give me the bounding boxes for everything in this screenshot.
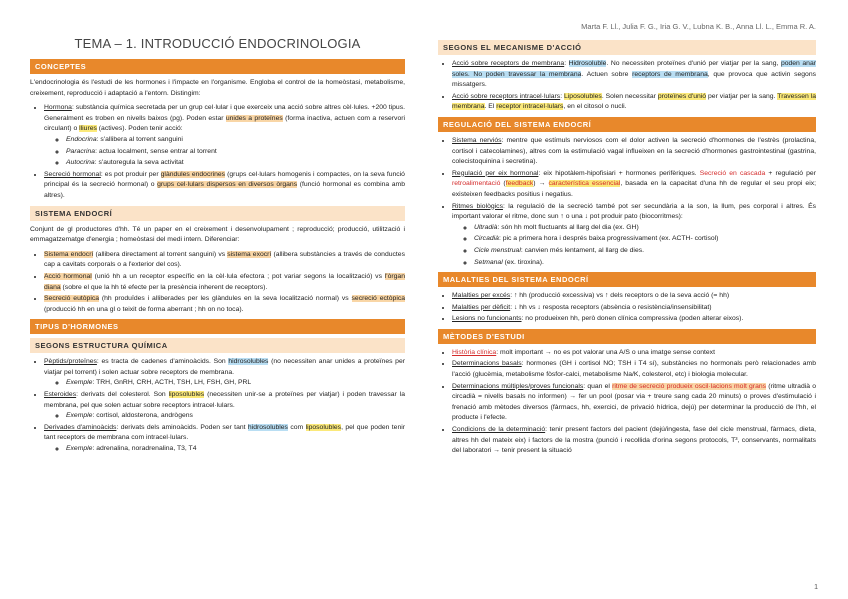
list-item-setmanal: ◦ Setmanal (ex. tiroxina). — [474, 258, 816, 269]
section-header-sistema: SISTEMA ENDOCRÍ — [30, 206, 405, 221]
metodes-list — [438, 348, 816, 457]
list-item-historia: • Història clínica: molt important → no es pot valorar una A/S o una imatge sense context — [452, 348, 816, 359]
authors: Marta F. Ll., Julia F. G., Iria G. V., Lubna K. B., Anna Ll. L., Emma R. A. — [581, 22, 816, 31]
list-item-hormona: • Hormona: substància química secretada per un grup cel·lular i que exerceix una acció sobre altres cèl·lules. +200 tipus. Generalment es troben en nivells baixos (pg). Poden estar unides a proteïnes (forma inactiva, actuen com a reservori circulant) o lliures (actives). Poden tenir acció: ◦ Endocrina: s'allibera al torrent sanguini ◦ Paracrina: actua localment, sense entrar al torrent ◦ Autocrina: s'autoregula la seva activitat — [44, 103, 405, 169]
estructura-list — [30, 357, 405, 454]
list-item-multiples: • Determinacions múltiples/proves funcionals: quan el ritme de secreció produeix oscil·lacions molt grans (ritme ultradià o circadià = nivells basals no informen) → fer un pool (posar via + treure sang cada 20 minuts) o proves d'estimulació i frenació amb mètodes diversos (fàrmacs, hh, exercici, de privació hídrica, dejú) per determinar la producció de l'hh, el producte i l'efecte. — [452, 382, 816, 424]
page-title: TEMA – 1. INTRODUCCIÓ ENDOCRINOLOGIA — [74, 36, 361, 51]
section-header-mecanisme: SEGONS EL MECANISME D'ACCIÓ — [438, 40, 816, 55]
list-item-condicions: • Condicions de la determinació: tenir present factors del pacient (dejú/ingesta, fase del cicle menstrual, fàrmacs, dieta, altres hh del mateix eix) i factors de la mostra (punció i recollida d'orina segons protocols, T³, conservants, normalitats del laboratori → tenir present la situació — [452, 425, 816, 457]
example-derivades: ◦ Exemple: adrenalina, noradrenalina, T3, T4 — [66, 444, 405, 455]
list-item-peptids: • Pèptids/proteïnes: es tracta de cadenes d'aminoàcids. Son hidrosolubles (no necessiten anar unides a proteïnes per viatjar pel torrent) i solen actuar sobre receptors de membrana. ◦ Exemple: TRH, GnRH, CRH, ACTH, TSH, LH, FSH, GH, PRL — [44, 357, 405, 389]
example-esteroides: ◦ Exemple: cortisol, aldosterona, andrògens — [66, 411, 405, 422]
section-header-metodes: MÈTODES D'ESTUDI — [438, 329, 816, 344]
page-number: 1 — [814, 584, 818, 591]
regulacio-list — [438, 136, 816, 268]
list-item-accio-hormonal: • Acció hormonal (unió hh a un receptor específic en la cèl·lula efectora ; pot variar segons la localització) vs l'òrgan diana (sobre el que la hh té efecte per la presència inherent de receptors). — [44, 272, 405, 293]
list-item-secrecio: • Secreció hormonal: es pot produir per glàndules endocrines (grups cel·lulars homogenis i compactes, on la seva funció principal és la secreció hormonal) o grups cel·lulars dispersos en diversos òrgans (funció hormonal es combina amb altres). — [44, 170, 405, 202]
right-column — [438, 36, 816, 461]
list-item-lesions: • Lesions no funcionants: no produeixen hh, però donen clínica compressiva (poden alterar eixos). — [452, 314, 816, 325]
list-item-sistema-endocri: • Sistema endocrí (allibera directament al torrent sanguini) vs sistema exocrí (allibera substàncies a través de conductes cap a cavitats corporals o a l'exterior del cos). — [44, 250, 405, 271]
malalties-list — [438, 291, 816, 325]
list-item-receptors-membrana: • Acció sobre receptors de membrana: Hidrosoluble. No necessiten proteïnes d'unió per viatjar per la sang, poden anar soles. No poden travessar la membrana. Actuen sobre receptors de membrana, que provoca que activin segons missatgers. — [452, 59, 816, 91]
left-column — [30, 36, 405, 459]
list-item-cicle-menstrual: ◦ Cicle menstrual: canvien més lentament, al llarg de dies. — [474, 246, 816, 257]
list-item-esteroides: • Esteroides: derivats del colesterol. Son liposolubles (necessiten unir-se a proteïnes per viatjar) i poden travessar la membrana, pel que solen actuar sobre receptors intracel·lulars. ◦ Exemple: cortisol, aldosterona, andrògens — [44, 390, 405, 422]
conceptes-intro: L'endocrinologia és l'estudi de les hormones i l'impacte en l'organisme. Engloba el control de la homeòstasi, metabolisme, creixement, reproducció i adaptació a l'entorn. Distingim: — [30, 79, 405, 97]
list-item-eix-hormonal: • Regulació per eix hormonal: eix hipotàlem-hipofisiari + hormones perifèriques. Secreció en cascada + regulació per retroalimentació (feedback) → característica essencial, basada en la capacitat d'una hh de regular el seu propi eix; existeixen feedbacks positius i negatius. — [452, 169, 816, 201]
section-header-estructura: SEGONS ESTRUCTURA QUÍMICA — [30, 338, 405, 353]
section-header-tipus: TIPUS D'HORMONES — [30, 319, 405, 334]
list-item-sistema-nervios: • Sistema nerviós: mentre que estímuls nerviosos com el dolor activen la secreció d'hormones de l'estrès (prolactina, cortisol i catecolamines), altres com la estimulació vagal influeixen en la secreció d'hormones gastrointestinal (gastrina, colecistoquinina i secretina). — [452, 136, 816, 168]
list-item-basals: • Determinacions basals: hormones (GH i cortisol NO; TSH i T4 sí), substàncies no hormonals però relacionades amb l'acció (glucèmia, metabolisme fòsfor-calci, metabolisme Na/K, colesterol, etc) i biologia molecular. — [452, 359, 816, 380]
list-item-ultradia: ◦ Ultradià: són hh molt fluctuants al llarg del dia (ex. GH) — [474, 223, 816, 234]
list-item-ritmes: • Ritmes biològics: la regulació de la secreció també pot ser secundària a la son, la llum, pes corporal i altres. És important valorar el ritme, donc sun ↑ o una ↓ pot produir pato (biocorritmes): ◦ Ultradià: són hh molt fluctuants al llarg del dia (ex. GH) ◦ Circadià: pic a primera hora i després baixa progressivament (ex. ACTH- cortisol) ◦ Cicle menstrual: canvien més lentament, al llarg de dies. ◦ Setmanal (ex. tiroxina). — [452, 202, 816, 269]
list-item-receptors-intracel: • Acció sobre receptors intracel·lulars: Liposolubles. Solen necessitar proteïnes d'unió per viatjar per la sang. Travessen la membrana. El receptor intracel·lulars, en el citosol o nucli. — [452, 92, 816, 113]
list-item-deficit: • Malalties per dèficit: ↓ hh vs ↓ resposta receptors (absència o resistència/insensibilitat) — [452, 303, 816, 314]
list-item-secrecio-eutopica: • Secreció eutòpica (hh produïdes i alliberades per les glàndules en la seva localització normal) vs secreció ectòpica (producció hh en una gl o teixit de forma aberrant ; hh on no toca). — [44, 294, 405, 315]
sistema-intro: Conjunt de gl productores d'hh. Té un paper en el creixement i desenvolupament ; reproducció; producció, utilització i emmagatzematge d'energia ; homeòstasi del medi intern. Diferenciar: — [30, 225, 405, 244]
list-item-autocrina: ◦ Autocrina: s'autoregula la seva activitat — [66, 158, 405, 169]
list-item-exces: • Malalties per excés: ↑ hh (producció excessiva) vs ↑ dels receptors o de la seva acció (= hh) — [452, 291, 816, 302]
conceptes-list — [30, 103, 405, 201]
mecanisme-list — [438, 59, 816, 113]
list-item-circadia: ◦ Circadià: pic a primera hora i després baixa progressivament (ex. ACTH- cortisol) — [474, 234, 816, 245]
section-header-regulacio: REGULACIÓ DEL SISTEMA ENDOCRÍ — [438, 117, 816, 132]
section-header-conceptes: CONCEPTES — [30, 59, 405, 74]
accio-sublist — [44, 135, 405, 169]
example-peptids: ◦ Exemple: TRH, GnRH, CRH, ACTH, TSH, LH, FSH, GH, PRL — [66, 378, 405, 389]
list-item-paracrina: ◦ Paracrina: actua localment, sense entrar al torrent — [66, 147, 405, 158]
section-header-malalties: MALALTIES DEL SISTEMA ENDOCRÍ — [438, 272, 816, 287]
list-item-derivades: • Derivades d'aminoàcids: derivats dels aminoàcids. Poden ser tant hidrosolubles com liposolubles, pel que poden tenir tant receptors de membrana com intracel·lulars. ◦ Exemple: adrenalina, noradrenalina, T3, T4 — [44, 423, 405, 455]
sistema-list — [30, 250, 405, 316]
list-item-endocrina: ◦ Endocrina: s'allibera al torrent sanguini — [66, 135, 405, 146]
